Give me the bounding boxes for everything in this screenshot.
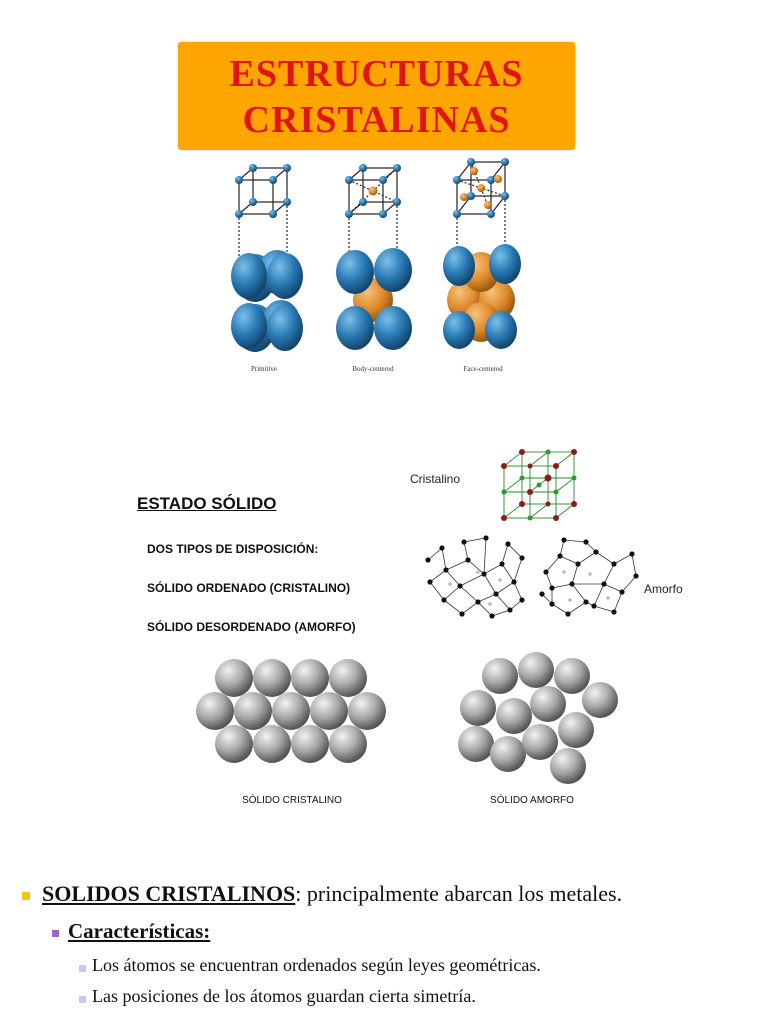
cristalino-label: Cristalino <box>410 472 461 486</box>
primitive-spheres <box>231 250 303 352</box>
title-line-2: CRISTALINAS <box>242 99 511 141</box>
bullet-level1-term: SOLIDOS CRISTALINOS <box>42 881 296 906</box>
bullet-level3-marker-1 <box>79 965 86 972</box>
bullet-level3-item-1: Los átomos se encuentran ordenados según leyes geométricas. <box>92 955 541 975</box>
caption-body-centered: Body-centered <box>352 365 394 373</box>
body-centered-spheres <box>336 248 412 350</box>
amorfo-label: Amorfo <box>644 582 683 596</box>
bullet-level1 <box>42 881 622 907</box>
caption-solido-amorfo: SÓLIDO AMORFO <box>490 795 574 806</box>
amorphous-spheres <box>458 652 618 784</box>
amorfo-network-diagram <box>418 530 640 622</box>
estado-item-ordenado: SÓLIDO ORDENADO (CRISTALINO) <box>147 581 351 595</box>
primitive-cell <box>239 168 287 260</box>
bullet-level3-item-2: Las posiciones de los átomos guardan cierta simetría. <box>92 986 476 1006</box>
body-centered-cell <box>349 168 397 260</box>
bullet-level2: Características: <box>68 919 211 943</box>
estado-item-desordenado: SÓLIDO DESORDENADO (AMORFO) <box>147 620 356 634</box>
lattice-illustration <box>215 150 535 365</box>
cristalino-lattice-diagram <box>498 448 580 524</box>
bullet-level3-marker-2 <box>79 996 86 1003</box>
caption-primitive: Primitive <box>250 365 278 373</box>
estado-solido-heading: ESTADO SÓLIDO <box>137 494 277 513</box>
crystalline-spheres <box>196 659 386 763</box>
sphere-packings-diagram <box>190 650 630 790</box>
title-banner <box>178 42 575 150</box>
bullet-level1-marker <box>22 892 30 900</box>
caption-face-centered: Face-centered <box>463 365 503 373</box>
estado-item-tipos: DOS TIPOS DE DISPOSICIÓN: <box>147 542 319 556</box>
bullet-level1-text: : principalmente abarcan los metales. <box>295 881 623 906</box>
title-line-1: ESTRUCTURAS <box>229 53 524 95</box>
face-centered-spheres <box>443 244 521 349</box>
caption-solido-cristalino: SÓLIDO CRISTALINO <box>242 795 342 806</box>
bullet-level2-marker <box>52 930 59 937</box>
